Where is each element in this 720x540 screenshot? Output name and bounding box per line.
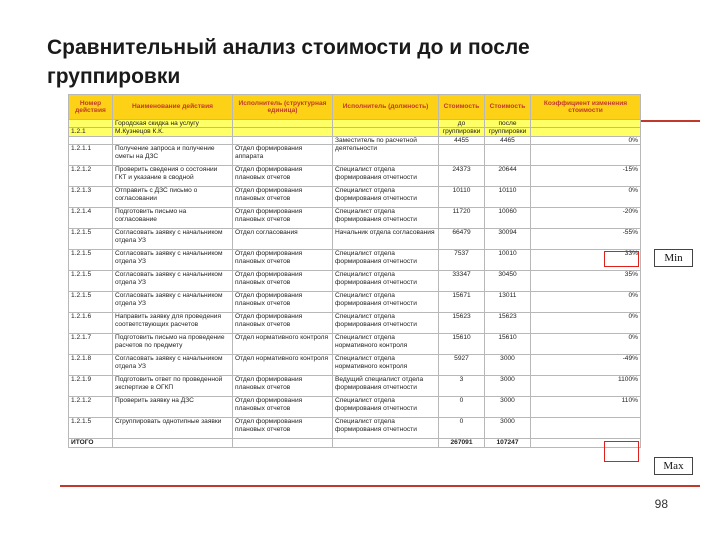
cell-cost-before: до [439, 120, 485, 128]
cell-role: Специалист отдела формирования отчетности [333, 313, 439, 334]
cell-action: Подготовить письмо на согласование [113, 208, 233, 229]
cell-cost-after: группировки [485, 128, 531, 136]
slide-title: Сравнительный анализ стоимости до и после группировки [47, 36, 530, 88]
cell-role: Специалист отдела формирования отчетности [333, 208, 439, 229]
cell-role: Специалист отдела формирования отчетности [333, 250, 439, 271]
header-number: Номер действия [69, 95, 113, 120]
cell-action: Согласовать заявку с начальником отдела УЗ [113, 292, 233, 313]
cell-cost-after: 10060 [485, 208, 531, 229]
cell-unit: Отдел формирования плановых отчетов [233, 397, 333, 418]
cell-role [333, 120, 439, 128]
cell-number: 1.2.1.5 [69, 271, 113, 292]
empty-cell [333, 439, 439, 447]
cell-unit: Отдел формирования плановых отчетов [233, 166, 333, 187]
cell-action [113, 136, 233, 144]
cell-action: Согласовать заявку с начальником отдела УЗ [113, 355, 233, 376]
table-row [69, 120, 641, 128]
max-label: Max [654, 457, 693, 475]
cell-cost-after: 13011 [485, 292, 531, 313]
cell-coefficient: 35% [531, 271, 641, 292]
cell-number: 1.2.1.7 [69, 334, 113, 355]
min-label: Min [654, 249, 693, 267]
header-action: Наименование действия [113, 95, 233, 120]
cell-cost-after: 3000 [485, 397, 531, 418]
table-row [69, 355, 641, 376]
cell-action: Отправить с ДЗС письмо о согласовании [113, 187, 233, 208]
cell-coefficient: 33% [531, 250, 641, 271]
cell-coefficient: 0% [531, 136, 641, 144]
cell-number: 1.2.1.5 [69, 292, 113, 313]
cell-coefficient: -20% [531, 208, 641, 229]
header-cost-after: Стоимость [485, 95, 531, 120]
cost-comparison-table [68, 94, 641, 448]
table-row [69, 208, 641, 229]
cell-cost-before: 15610 [439, 334, 485, 355]
cell-number [69, 120, 113, 128]
cell-unit: Отдел формирования аппарата [233, 145, 333, 166]
cell-number: 1.2.1.4 [69, 208, 113, 229]
table-row [69, 292, 641, 313]
cell-action: Направить заявку для проведения соответствующих расчетов [113, 313, 233, 334]
cell-cost-after: 10110 [485, 187, 531, 208]
cell-cost-before: 15671 [439, 292, 485, 313]
cell-unit: Отдел согласования [233, 229, 333, 250]
empty-cell [113, 439, 233, 447]
cell-coefficient: -15% [531, 166, 641, 187]
cell-number: 1.2.1.2 [69, 166, 113, 187]
cell-cost-after [485, 145, 531, 166]
cell-unit: Отдел нормативного контроля [233, 334, 333, 355]
cell-action: Проверить сведения о состоянии ГКТ и указание в сводной [113, 166, 233, 187]
cell-action: Сгруппировать однотипные заявки [113, 418, 233, 439]
cell-number: 1.2.1.9 [69, 376, 113, 397]
cell-unit: Отдел формирования плановых отчетов [233, 376, 333, 397]
table-total-row [69, 439, 641, 447]
cell-cost-after: 15623 [485, 313, 531, 334]
cell-unit: Отдел формирования плановых отчетов [233, 208, 333, 229]
cell-role: Специалист отдела формирования отчетности [333, 187, 439, 208]
total-cost-after: 107247 [485, 439, 531, 447]
cell-cost-before: 7537 [439, 250, 485, 271]
cell-action: Согласовать заявку с начальником отдела УЗ [113, 250, 233, 271]
cell-role: Специалист отдела формирования отчетности [333, 271, 439, 292]
cell-coefficient [531, 145, 641, 166]
cell-unit [233, 136, 333, 144]
cell-cost-after: 15610 [485, 334, 531, 355]
cell-number: 1.2.1.5 [69, 418, 113, 439]
table-row [69, 166, 641, 187]
cell-role: Заместитель по расчетной [333, 136, 439, 144]
cell-action: Согласовать заявку с начальником отдела УЗ [113, 229, 233, 250]
table-row [69, 334, 641, 355]
cell-action: Проверить заявку на ДЗС [113, 397, 233, 418]
cell-coefficient [531, 418, 641, 439]
cell-cost-after: 20644 [485, 166, 531, 187]
cell-coefficient: 0% [531, 313, 641, 334]
table-row [69, 418, 641, 439]
table-row [69, 397, 641, 418]
table-row [69, 250, 641, 271]
cell-number: 1.2.1.5 [69, 250, 113, 271]
max-highlight-box [604, 441, 639, 462]
header-cost-before: Стоимость [439, 95, 485, 120]
total-cost-before: 267091 [439, 439, 485, 447]
cell-cost-before: группировки [439, 128, 485, 136]
cell-number: 1.2.1.6 [69, 313, 113, 334]
cell-role: Ведущий специалист отдела формирования отчетности [333, 376, 439, 397]
cell-action: Подготовить ответ по проведенной экспертизе в ОГКП [113, 376, 233, 397]
table-row [69, 229, 641, 250]
table-body [69, 120, 641, 448]
cell-number [69, 136, 113, 144]
total-label: ИТОГО [69, 439, 113, 447]
cell-number: 1.2.1.1 [69, 145, 113, 166]
cell-cost-after: 3000 [485, 376, 531, 397]
cell-cost-before: 0 [439, 418, 485, 439]
cell-cost-after: 4465 [485, 136, 531, 144]
cell-coefficient: -55% [531, 229, 641, 250]
cell-cost-before: 3 [439, 376, 485, 397]
cell-unit: Отдел формирования плановых отчетов [233, 187, 333, 208]
table-row [69, 128, 641, 136]
cell-action: Городская скидка на услугу [113, 120, 233, 128]
cell-coefficient: 0% [531, 334, 641, 355]
cell-action: Подготовить письмо на проведение расчетов по предмету [113, 334, 233, 355]
cell-number: 1.2.1.3 [69, 187, 113, 208]
cell-role: Специалист отдела нормативного контроля [333, 355, 439, 376]
cost-table-container [68, 94, 640, 448]
cell-coefficient [531, 120, 641, 128]
empty-cell [233, 439, 333, 447]
table-row [69, 313, 641, 334]
cell-action: Согласовать заявку с начальником отдела УЗ [113, 271, 233, 292]
min-highlight-box [604, 251, 639, 267]
cell-cost-before: 10110 [439, 187, 485, 208]
cell-cost-after: 30450 [485, 271, 531, 292]
cell-unit: Отдел формирования плановых отчетов [233, 250, 333, 271]
cell-unit [233, 128, 333, 136]
cell-unit: Отдел формирования плановых отчетов [233, 292, 333, 313]
cell-cost-after: 10010 [485, 250, 531, 271]
cell-unit: Отдел формирования плановых отчетов [233, 313, 333, 334]
cell-role: Начальник отдела согласования [333, 229, 439, 250]
cell-coefficient: 0% [531, 187, 641, 208]
table-row [69, 187, 641, 208]
table-row [69, 376, 641, 397]
bottom-rule [60, 485, 700, 487]
cell-role: Специалист отдела формирования отчетности [333, 166, 439, 187]
cell-role: Специалист отдела формирования отчетности [333, 397, 439, 418]
cell-role [333, 128, 439, 136]
cell-coefficient: 110% [531, 397, 641, 418]
cell-unit: Отдел нормативного контроля [233, 355, 333, 376]
cell-number: 1.2.1.5 [69, 229, 113, 250]
cell-cost-before: 66479 [439, 229, 485, 250]
header-role: Исполнитель (должность) [333, 95, 439, 120]
cell-coefficient: -49% [531, 355, 641, 376]
cell-number: 1.2.1 [69, 128, 113, 136]
header-unit: Исполнитель (структурная единица) [233, 95, 333, 120]
cell-action: Получение запроса и получение сметы на ДЗС [113, 145, 233, 166]
cell-unit [233, 120, 333, 128]
cell-coefficient [531, 128, 641, 136]
cell-cost-after: 3000 [485, 355, 531, 376]
cell-cost-before: 24373 [439, 166, 485, 187]
cell-cost-after: после [485, 120, 531, 128]
cell-cost-before: 0 [439, 397, 485, 418]
cell-cost-after: 30094 [485, 229, 531, 250]
cell-number: 1.2.1.8 [69, 355, 113, 376]
cell-role: Специалист отдела формирования отчетности [333, 418, 439, 439]
table-row [69, 136, 641, 144]
cell-cost-before: 11720 [439, 208, 485, 229]
cell-role: Специалист отдела нормативного контроля [333, 334, 439, 355]
header-coefficient: Коэффициент изменения стоимости [531, 95, 641, 120]
cell-number: 1.2.1.2 [69, 397, 113, 418]
cell-coefficient: 0% [531, 292, 641, 313]
cell-action: М.Кузнецов К.К. [113, 128, 233, 136]
cell-cost-before: 15623 [439, 313, 485, 334]
cell-coefficient: 1100% [531, 376, 641, 397]
cell-role: Специалист отдела формирования отчетности [333, 292, 439, 313]
cell-cost-before: 33347 [439, 271, 485, 292]
table-row [69, 145, 641, 166]
table-row [69, 271, 641, 292]
cell-cost-before: 5927 [439, 355, 485, 376]
table-header-row [69, 95, 641, 120]
cell-unit: Отдел формирования плановых отчетов [233, 271, 333, 292]
cell-unit: Отдел формирования плановых отчетов [233, 418, 333, 439]
cell-cost-after: 3000 [485, 418, 531, 439]
cell-cost-before [439, 145, 485, 166]
cell-cost-before: 4455 [439, 136, 485, 144]
cell-role: деятельности [333, 145, 439, 166]
page-number: 98 [654, 497, 668, 511]
